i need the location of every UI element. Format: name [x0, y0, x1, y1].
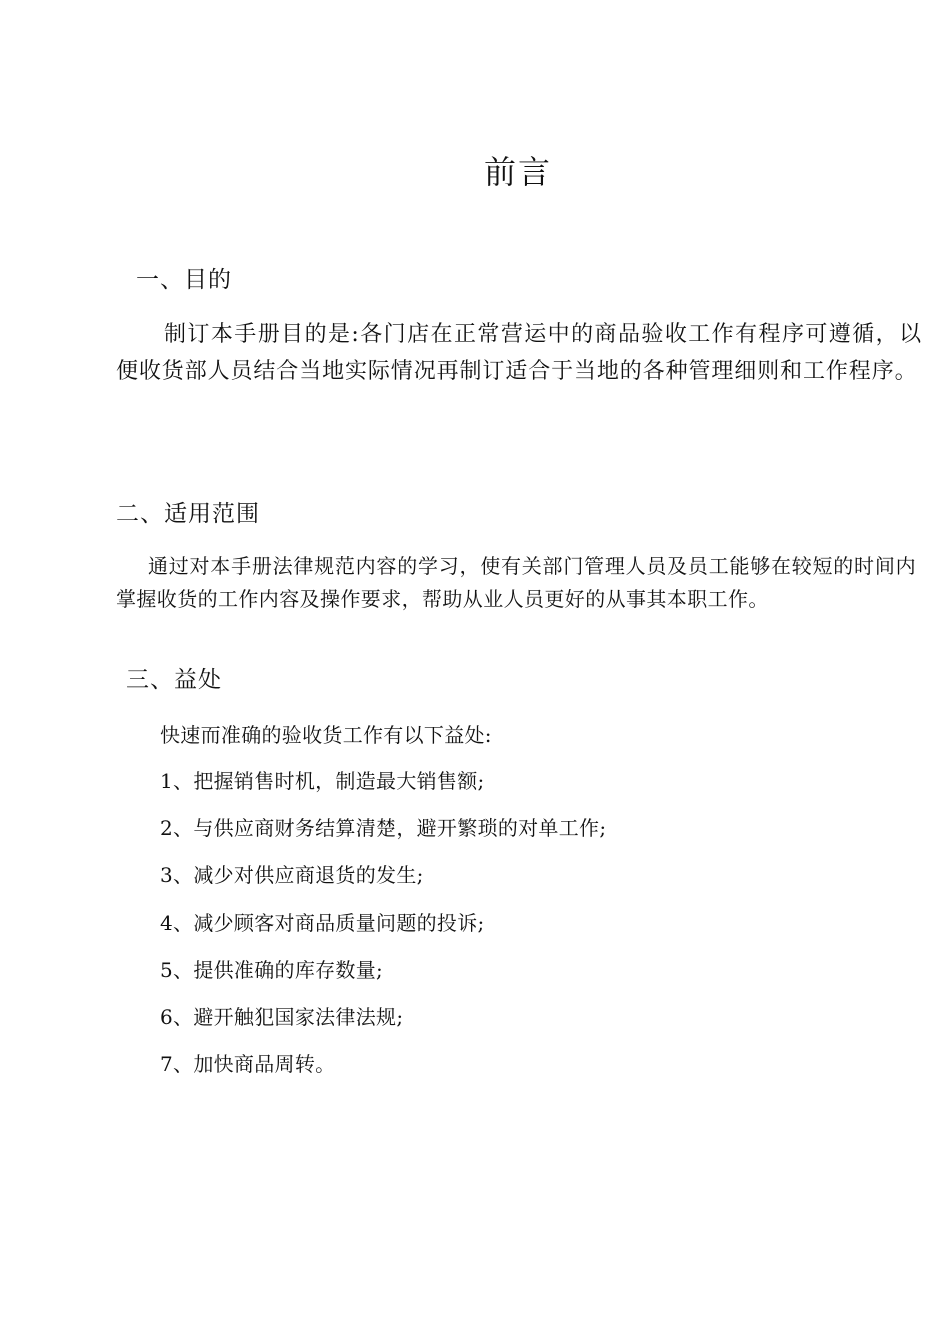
section-heading-scope: 二、适用范围	[116, 501, 260, 527]
benefit-item: 6、避开触犯国家法律法规;	[160, 1004, 404, 1029]
benefits-intro: 快速而准确的验收货工作有以下益处:	[160, 723, 492, 747]
benefit-item: 2、与供应商财务结算清楚，避开繁琐的对单工作;	[160, 816, 607, 841]
page-title: 前言	[483, 153, 552, 191]
purpose-paragraph: 制订本手册目的是:各门店在正常营运中的商品验收工作有程序可遵循，以便收货部人员结合当地实际情况再制订适合于当地的各种管理细则和工作程序。	[116, 322, 922, 384]
section-heading-benefits: 三、益处	[126, 667, 222, 693]
benefit-item: 3、减少对供应商退货的发生;	[160, 863, 424, 888]
benefit-item: 7、加快商品周转。	[160, 1052, 336, 1077]
benefit-item: 4、减少顾客对商品质量问题的投诉;	[160, 910, 485, 935]
benefits-list	[160, 766, 606, 1096]
scope-paragraph: 通过对本手册法律规范内容的学习，使有关部门管理人员及员工能够在较短的时间内掌握收货的工作内容及操作要求，帮助从业人员更好的从事其本职工作。	[116, 554, 916, 611]
benefit-item: 5、提供准确的库存数量;	[160, 957, 384, 982]
benefit-item: 1、把握销售时机，制造最大销售额;	[160, 769, 485, 793]
section-heading-purpose: 一、目的	[136, 267, 232, 293]
